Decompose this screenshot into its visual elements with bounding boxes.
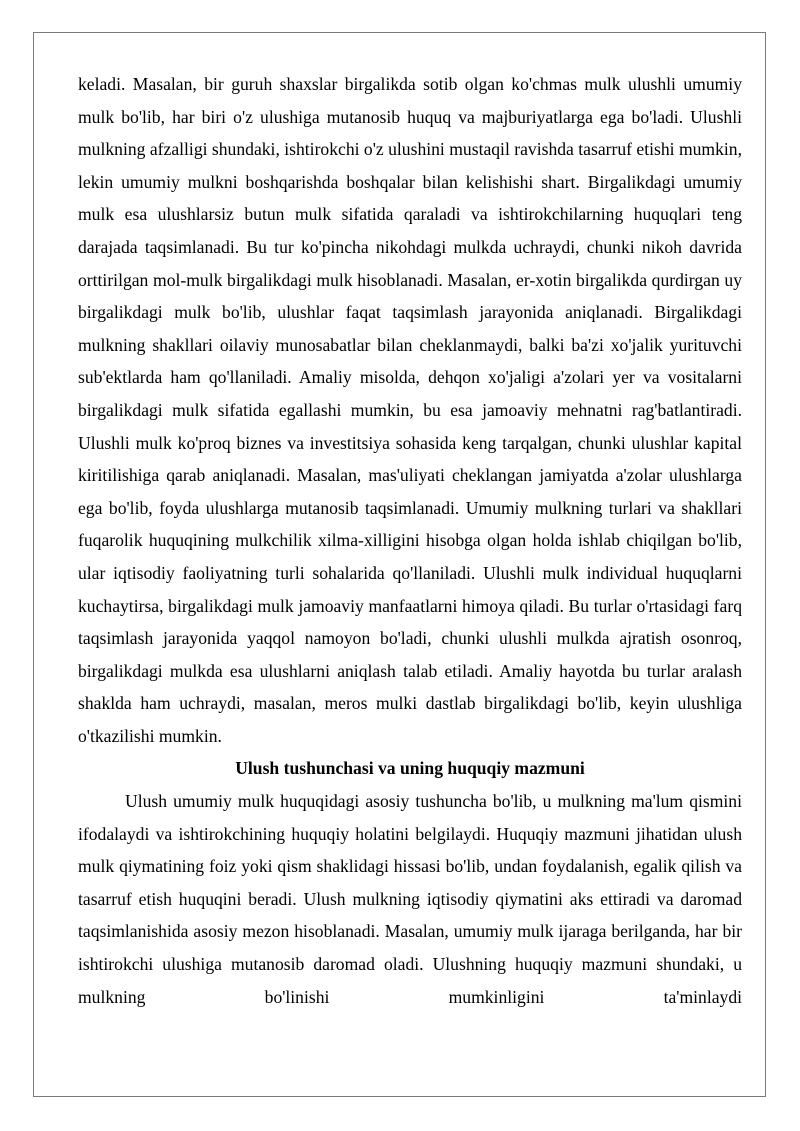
body-paragraph: keladi. Masalan, bir guruh shaxslar birgalikda sotib olgan ko'chmas mulk ulushli umumiy mulk bo'lib, har biri o'z ulushiga mutanosib huquq va majburiyatlarga ega bo'ladi. Ulushli mulkning afzalligi shundaki, ishtirokchi o'z ulushini mustaqil ravishda tasarruf etishi mumkin, lekin umumiy mulkni boshqarishda boshqalar bilan kelishishi shart. Birgalikdagi umumiy mulk esa ulushlarsiz butun mulk sifatida qaraladi va ishtirokchilarning huquqlari teng darajada taqsimlanadi. Bu tur ko'pincha nikohdagi mulkda uchraydi, chunki nikoh davrida orttirilgan mol-mulk birgalikdagi mulk hisoblanadi. Masalan, er-xotin birgalikda qurdirgan uy birgalikdagi mulk bo'lib, ulushlar faqat taqsimlash jarayonida aniqlanadi. Birgalikdagi mulkning shakllari oilaviy munosabatlar bilan cheklanmaydi, balki ba'zi xo'jalik yurituvchi sub'ektlarda ham qo'llaniladi. Amaliy misolda, dehqon xo'jaligi a'zolari yer va vositalarni birgalikdagi mulk sifatida egallashi mumkin, bu esa jamoaviy mehnatni rag'batlantiradi. Ulushli mulk ko'proq biznes va investitsiya sohasida keng tarqalgan, chunki ulushlar kapital kiritilishiga qarab aniqlanadi. Masalan, mas'uliyati cheklangan jamiyatda a'zolar ulushlarga ega bo'lib, foyda ulushlarga mutanosib taqsimlanadi. Umumiy mulkning turlari va shakllari fuqarolik huquqining mulkchilik xilma-xilligini hisobga olgan holda ishlab chiqilgan bo'lib, ular iqtisodiy faoliyatning turli sohalarida qo'llaniladi. Ulushli mulk individual huquqlarni kuchaytirsa, birgalikdagi mulk jamoaviy manfaatlarni himoya qiladi. Bu turlar o'rtasidagi farq taqsimlash jarayonida yaqqol namoyon bo'ladi, chunki ulushli mulkda ajratish osonroq, birgalikdagi mulkda esa ulushlarni aniqlash talab etiladi. Amaliy hayotda bu turlar aralash shaklda ham uchraydi, masalan, meros mulki dastlab birgalikdagi bo'lib, keyin ulushliga o'tkazilishi mumkin. xyxy=(78,74,742,746)
document-body xyxy=(78,68,742,1013)
body-paragraph: Ulush umumiy mulk huquqidagi asosiy tushuncha bo'lib, u mulkning ma'lum qismini ifodalaydi va ishtirokchining huquqiy holatini belgilaydi. Huquqiy mazmuni jihatidan ulush mulk qiymatining foiz yoki qism shaklidagi hissasi bo'lib, undan foydalanish, egalik qilish va tasarruf etish huquqini beradi. Ulush mulkning iqtisodiy qiymatini aks ettiradi va daromad taqsimlanishida asosiy mezon hisoblanadi. Masalan, umumiy mulk ijaraga berilganda, har bir ishtirokchi ulushiga mutanosib daromad oladi. Ulushning huquqiy mazmuni shundaki, u mulkning bo'linishi mumkinligini ta'minlaydi xyxy=(78,791,742,1007)
section-heading: Ulush tushunchasi va uning huquqiy mazmuni xyxy=(235,758,585,779)
